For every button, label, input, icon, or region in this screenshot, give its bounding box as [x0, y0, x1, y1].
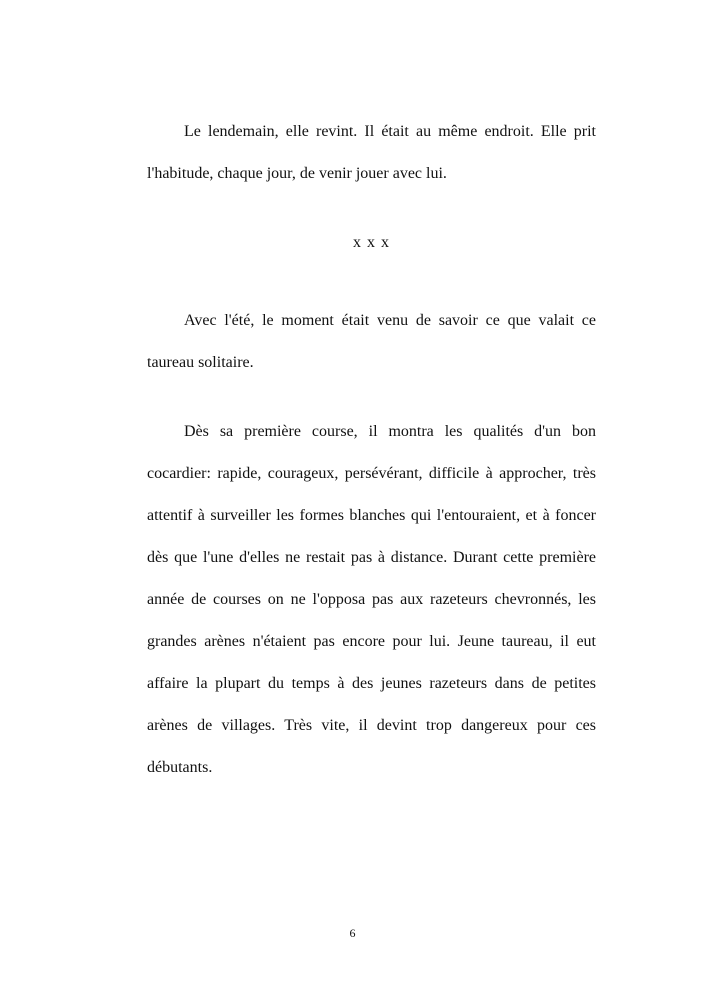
paragraph-3: Dès sa première course, il montra les qualités d'un bon cocardier: rapide, courageux, persévérant, difficile à approcher, très attentif à surveiller les formes blanches qui l'entouraient, et à foncer dès que l'une d'elles ne restait pas à distance. Durant cette première année de courses on ne l'opposa pas aux razeteurs chevronnés, les grandes arènes n'étaient pas encore pour lui. Jeune taureau, il eut affaire la plupart du temps à des jeunes razeteurs dans de petites arènes de villages. Très vite, il devint trop dangereux pour ces débutants.	[147, 423, 596, 776]
page-number: 6	[349, 926, 356, 940]
paragraph-2: Avec l'été, le moment était venu de savoir ce que valait ce taureau solitaire.	[147, 312, 596, 371]
section-separator: x x x	[353, 234, 390, 251]
paragraph-1: Le lendemain, elle revint. Il était au même endroit. Elle prit l'habitude, chaque jour, de venir jouer avec lui.	[147, 123, 596, 182]
